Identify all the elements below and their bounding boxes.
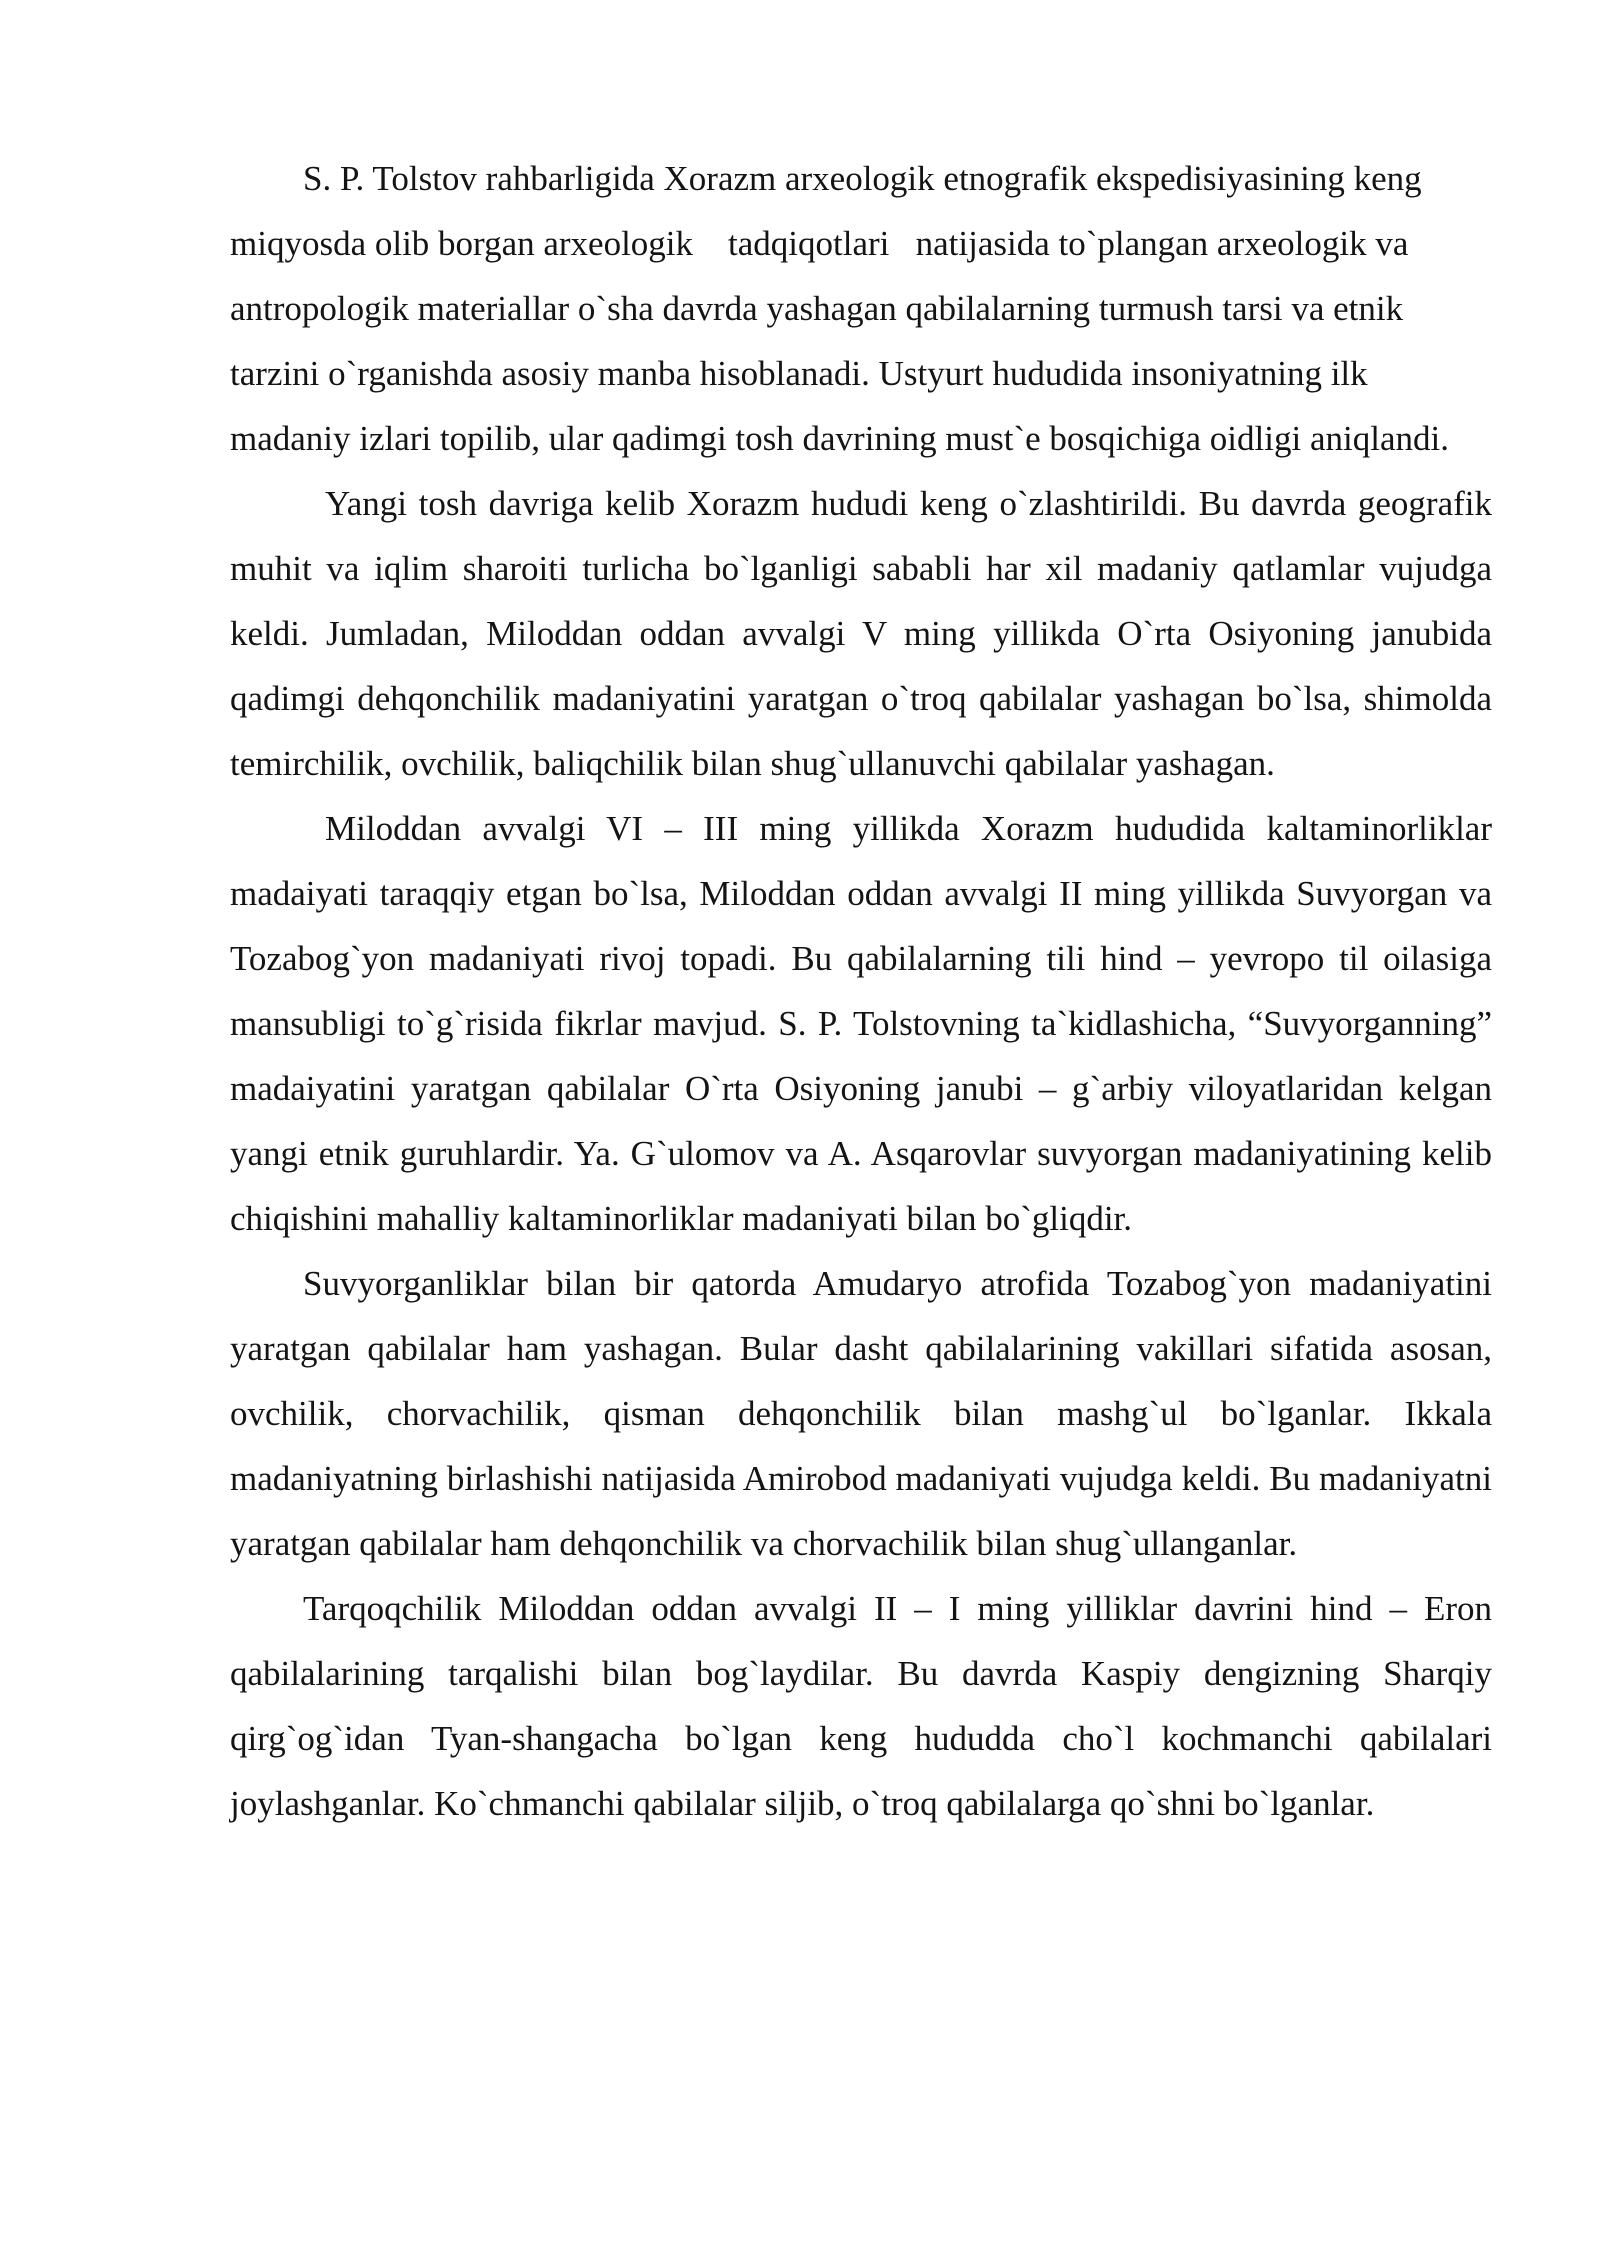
document-body [230, 146, 1492, 1836]
paragraph-2: Yangi tosh davriga kelib Xorazm hududi keng o`zlashtirildi. Bu davrda geografik muhit va iqlim sharoiti turlicha bo`lganligi sababli har xil madaniy qatlamlar vujudga keldi. Jumladan, Miloddan oddan avvalgi V ming yillikda O`rta Osiyoning janubida qadimgi dehqonchilik madaniyatini yaratgan o`troq qabilalar yashagan bo`lsa, shimolda temirchilik, ovchilik, baliqchilik bilan shug`ullanuvchi qabilalar yashagan. [230, 484, 1492, 783]
paragraph-3: Miloddan avvalgi VI – III ming yillikda Xorazm hududida kaltaminorliklar madaiyati taraqqiy etgan bo`lsa, Miloddan oddan avvalgi II ming yillikda Suvyorgan va Tozabog`yon madaniyati rivoj topadi. Bu qabilalarning tili hind – yevropo til oilasiga mansubligi to`g`risida fikrlar mavjud. S. P. Tolstovning ta`kidlashicha, “Suvyorganning” madaiyatini yaratgan qabilalar O`rta Osiyoning janubi – g`arbiy viloyatlaridan kelgan yangi etnik guruhlardir. Ya. G`ulomov va A. Asqarovlar suvyorgan madaniyatining kelib chiqishini mahalliy kaltaminorliklar madaniyati bilan bo`gliqdir. [230, 809, 1492, 1238]
paragraph-1: S. P. Tolstov rahbarligida Xorazm arxeologik etnografik ekspedisiyasining keng miqyosda olib borgan arxeologik tadqiqotlari natijasida to`plangan arxeologik va antropologik materiallar o`sha davrda yashagan qabilalarning turmush tarsi va etnik tarzini o`rganishda asosiy manba hisoblanadi. Ustyurt hududida insoniyatning ilk madaniy izlari topilib, ular qadimgi tosh davrining must`e bosqichiga oidligi aniqlandi. [230, 159, 1449, 458]
paragraph-5: Tarqoqchilik Miloddan oddan avvalgi II – I ming yilliklar davrini hind – Eron qabilalarining tarqalishi bilan bog`laydilar. Bu davrda Kaspiy dengizning Sharqiy qirg`og`idan Tyan-shangacha bo`lgan keng hududda cho`l kochmanchi qabilalari joylashganlar. Ko`chmanchi qabilalar siljib, o`troq qabilalarga qo`shni bo`lganlar. [230, 1589, 1492, 1823]
paragraph-4: Suvyorganliklar bilan bir qatorda Amudaryo atrofida Tozabog`yon madaniyatini yaratgan qabilalar ham yashagan. Bular dasht qabilalarining vakillari sifatida asosan, ovchilik, chorvachilik, qisman dehqonchilik bilan mashg`ul bo`lganlar. Ikkala madaniyatning birlashishi natijasida Amirobod madaniyati vujudga keldi. Bu madaniyatni yaratgan qabilalar ham dehqonchilik va chorvachilik bilan shug`ullanganlar. [230, 1264, 1492, 1563]
